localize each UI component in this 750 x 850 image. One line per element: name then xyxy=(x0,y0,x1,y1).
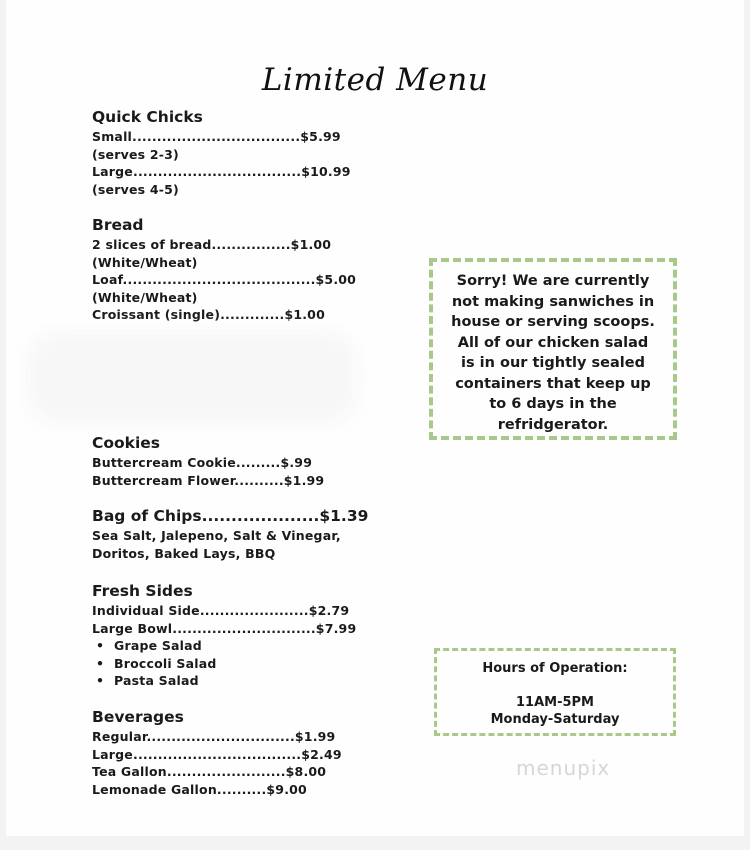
section-quick-chicks xyxy=(92,107,351,198)
menu-line: Lemonade Gallon..........$9.00 xyxy=(92,781,307,797)
section-heading: Bag of Chips....................$1.39 xyxy=(92,507,369,525)
notice-line: not making sanwiches in xyxy=(451,293,655,310)
menu-line: (serves 4-5) xyxy=(92,181,179,197)
section-heading: Quick Chicks xyxy=(92,108,203,126)
menu-line: Buttercream Cookie.........$.99 xyxy=(92,455,313,470)
notice-line: All of our chicken salad xyxy=(457,334,649,351)
section-heading: Cookies xyxy=(92,434,161,452)
menu-line: 2 slices of bread................$1.00 xyxy=(92,237,332,252)
hours-days: Monday-Saturday xyxy=(490,712,620,727)
section-beverages xyxy=(92,707,342,798)
hours-heading: Hours of Operation: xyxy=(482,661,628,676)
section-heading: Beverages xyxy=(92,708,184,726)
section-fresh-sides xyxy=(92,581,356,690)
menu-line: Loaf.......................................$5.00 xyxy=(92,272,357,287)
menu-line: Large..................................$2.49 xyxy=(92,746,342,762)
section-heading: Bread xyxy=(92,216,144,234)
menu-line: Tea Gallon........................$8.00 xyxy=(92,764,327,779)
hours-time: 11AM-5PM xyxy=(516,695,594,710)
bullet-item: • Pasta Salad xyxy=(92,672,356,690)
section-cookies xyxy=(92,433,324,489)
menu-title: Limited Menu xyxy=(261,62,489,98)
notice-line: Sorry! We are currently xyxy=(456,273,650,289)
notice-line: to 6 days in the xyxy=(489,396,617,412)
section-bread xyxy=(92,215,356,324)
menu-line: Doritos, Baked Lays, BBQ xyxy=(92,545,276,561)
menu-line: Regular..............................$1.99 xyxy=(92,729,336,744)
bullet-item: • Broccoli Salad xyxy=(92,655,356,673)
blurred-region xyxy=(28,332,358,424)
notice-line: containers that keep up xyxy=(455,375,651,392)
menu-line: Croissant (single).............$1.00 xyxy=(92,307,325,322)
menu-line: Individual Side......................$2.79 xyxy=(92,603,350,618)
menu-line: Small..................................$5.99 xyxy=(92,129,341,144)
hours-box xyxy=(434,648,676,736)
notice-box xyxy=(429,258,677,440)
watermark: menupix xyxy=(516,756,611,780)
menu-line: (White/Wheat) xyxy=(92,254,198,270)
notice-line: house or serving scoops. xyxy=(451,314,655,330)
section-heading: Fresh Sides xyxy=(92,582,193,600)
notice-line: refridgerator. xyxy=(497,416,609,433)
menu-line: (White/Wheat) xyxy=(92,289,198,305)
menu-line: Buttercream Flower..........$1.99 xyxy=(92,472,325,488)
menu-line: Sea Salt, Jalepeno, Salt & Vinegar, xyxy=(92,528,341,543)
menu-line: (serves 2-3) xyxy=(92,146,179,162)
bullet-item: • Grape Salad xyxy=(92,637,356,655)
menu-line: Large..................................$10.99 xyxy=(92,164,351,179)
menu-line: Large Bowl.............................$7.99 xyxy=(92,620,357,636)
section-chips xyxy=(92,506,368,562)
notice-line: is in our tightly sealed xyxy=(461,355,645,371)
